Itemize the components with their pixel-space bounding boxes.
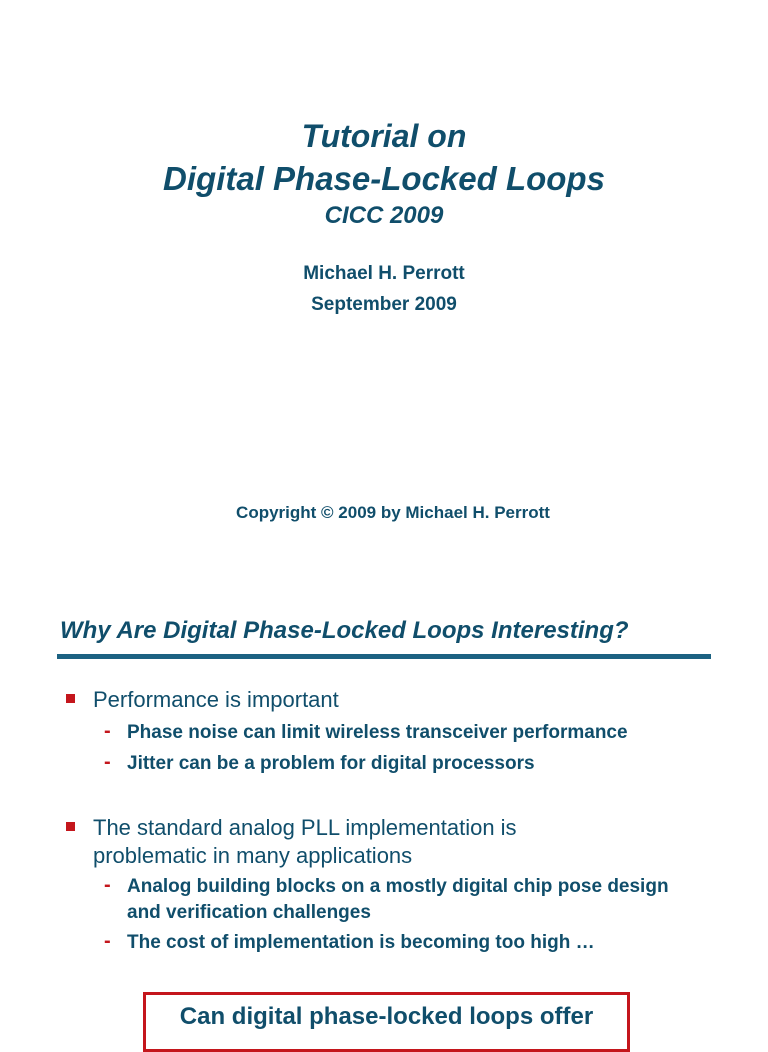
slide-title: Why Are Digital Phase-Locked Loops Interesting? (60, 617, 629, 644)
sub-bullet-text: Phase noise can limit wireless transceiver performance (127, 722, 628, 743)
bullet-text: The standard analog PLL implementation is problematic in many applications (93, 815, 517, 868)
bullet-square-icon (66, 694, 75, 703)
presentation-date: September 2009 (311, 294, 457, 315)
dash-icon: - (104, 930, 111, 952)
bullet-square-icon (66, 822, 75, 831)
callout-box: Can digital phase-locked loops offer (143, 992, 630, 1052)
title-line-3: CICC 2009 (324, 202, 444, 229)
dash-icon: - (104, 874, 111, 896)
sub-bullet-text: Jitter can be a problem for digital processors (127, 753, 535, 774)
title-line-2: Digital Phase-Locked Loops (163, 160, 605, 197)
dash-icon: - (104, 751, 111, 773)
sub-bullet-text: Analog building blocks on a mostly digital chip pose design and verification challenges (127, 876, 669, 923)
dash-icon: - (104, 720, 111, 742)
copyright-notice: Copyright © 2009 by Michael H. Perrott (236, 503, 550, 522)
title-underline (57, 654, 711, 659)
sub-bullet-text: The cost of implementation is becoming too high … (127, 932, 595, 953)
author-name: Michael H. Perrott (303, 263, 465, 284)
bullet-text: Performance is important (93, 687, 339, 712)
title-line-1: Tutorial on (301, 118, 467, 154)
